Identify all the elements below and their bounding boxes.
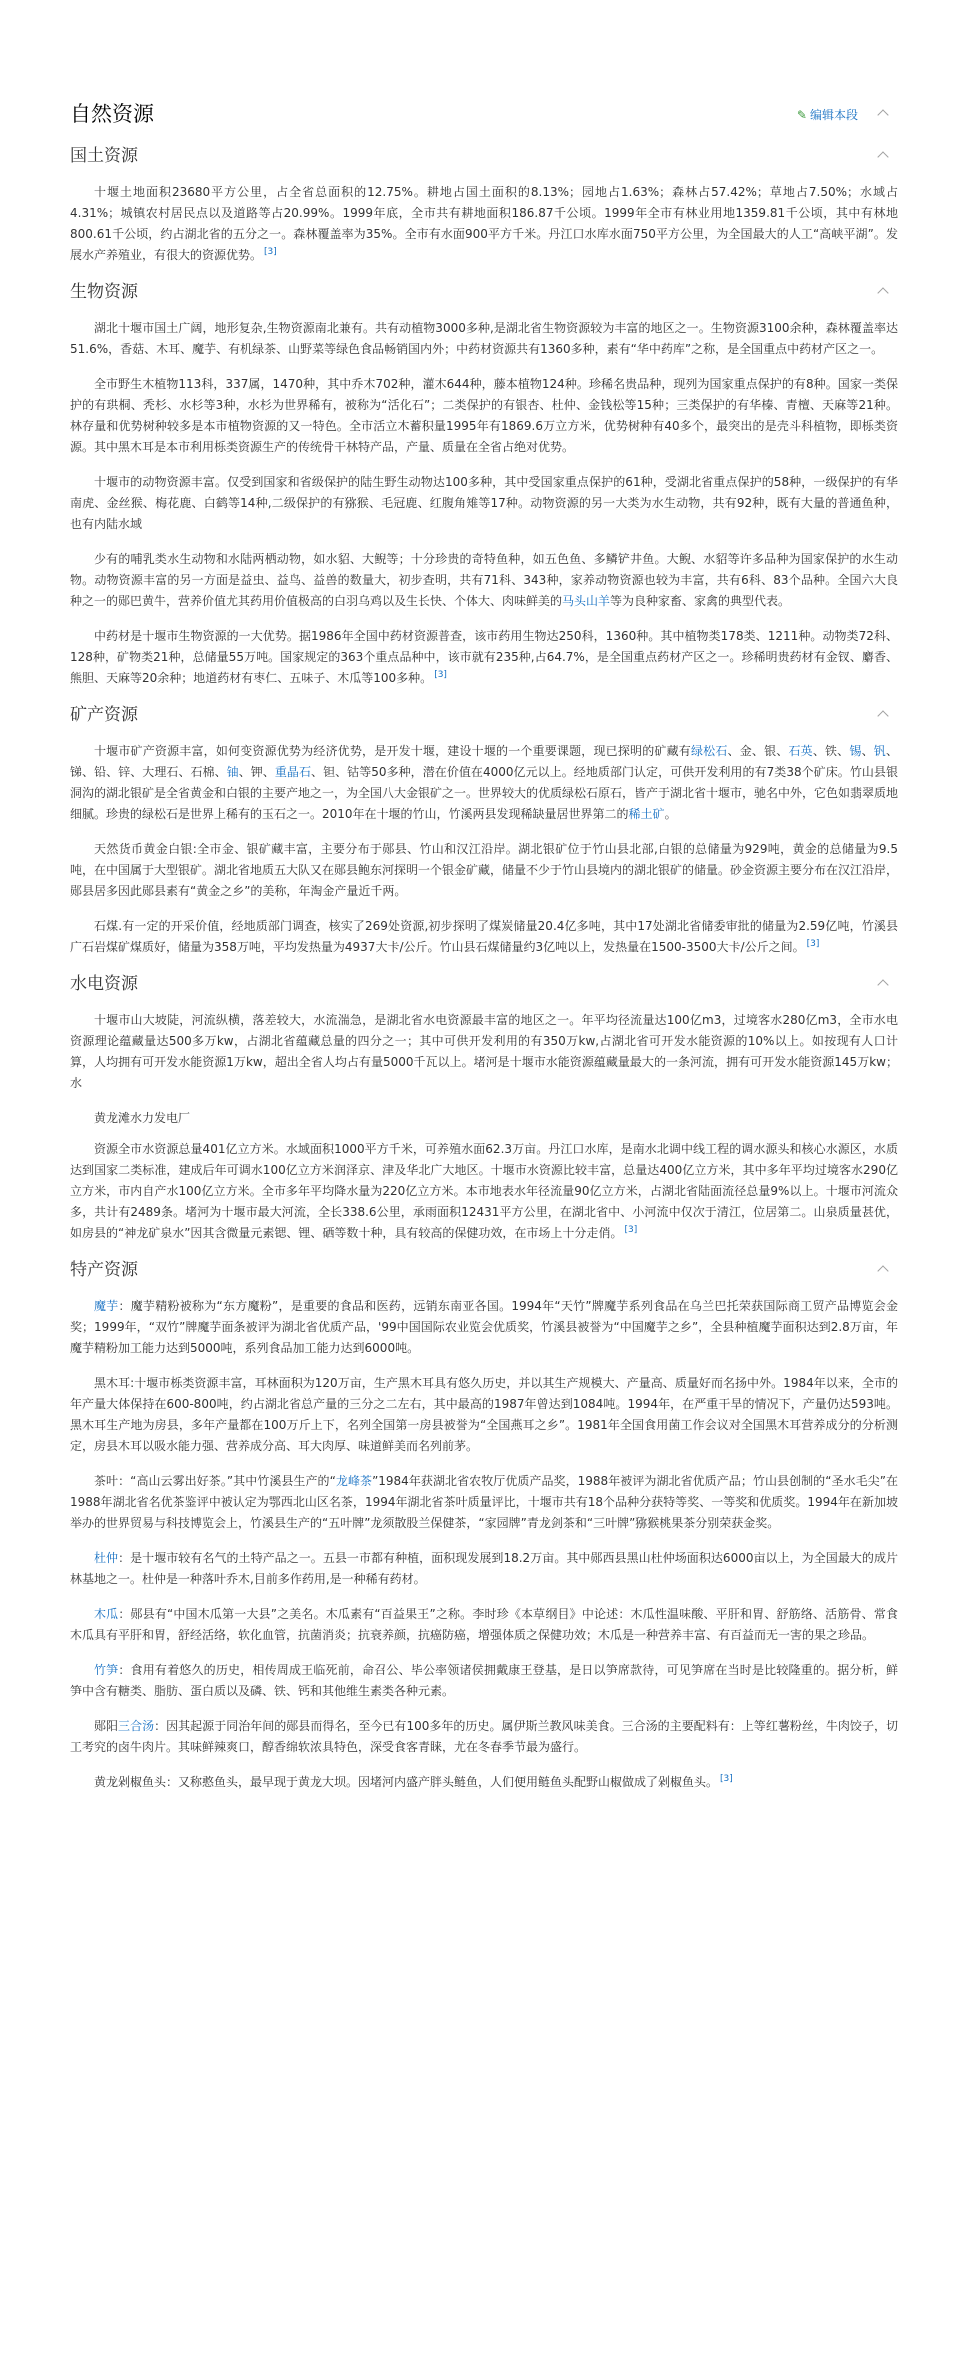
paragraph-text: ：食用有着悠久的历史，相传周成王临死前，命召公、毕公率领诸侯拥戴康王登基，是日以笋席款待，可见笋席在当时是比较隆重的。据分析，鲜笋中含有糖类、脂肪、蛋白质以及磷、铁、钙和其他维生素类各种元素。 (70, 1663, 898, 1698)
paragraph (70, 1139, 898, 1244)
section-specialty (70, 1258, 898, 1793)
paragraph-text: 、钾、 (238, 765, 275, 779)
link-tin[interactable]: 锡 (849, 744, 862, 758)
reference-link[interactable]: [3] (806, 939, 820, 949)
section-header (70, 1258, 898, 1282)
link-sanhe-soup[interactable]: 三合汤 (118, 1719, 155, 1733)
paragraph-text: 、锑、铅、锌、大理石、石棉、 (70, 744, 898, 779)
section-hydro (70, 972, 898, 1244)
section-title-bio: 生物资源 (70, 282, 138, 302)
paragraph-text: 、 (861, 744, 874, 758)
paragraph (70, 1548, 898, 1590)
paragraph (70, 1604, 898, 1646)
chevron-up-icon[interactable] (876, 707, 890, 721)
link-bamboo-shoot[interactable]: 竹笋 (94, 1663, 119, 1677)
paragraph-text: 。 (664, 807, 677, 821)
paragraph-text: 等为良种家畜、家禽的典型代表。 (610, 594, 791, 608)
edit-label: 编辑本段 (809, 108, 858, 122)
paragraph (70, 1660, 898, 1702)
section-title-hydro: 水电资源 (70, 974, 138, 994)
paragraph-text: 石煤.有一定的开采价值，经地质部门调查，核实了269处资源,初步探明了煤炭储量20.4亿多吨，其中17处湖北省储委审批的储量为2.59亿吨，竹溪县广石岩煤矿煤质好，储量为358万吨，平均发热量为4937大卡/公斤。竹山县石煤储量约3亿吨以上，发热量在1500-3500大卡/公斤之间。 (70, 919, 898, 954)
paragraph (70, 741, 898, 825)
paragraph (70, 549, 898, 612)
paragraph-text: 、金、银、 (727, 744, 789, 758)
link-longfeng-tea[interactable]: 龙峰茶 (335, 1474, 373, 1488)
paragraph-text: 茶叶：“高山云雾出好茶。”其中竹溪县生产的“ (94, 1474, 336, 1488)
section-title-land: 国土资源 (70, 146, 138, 166)
section-header (70, 144, 898, 168)
link-rare-earth[interactable]: 稀土矿 (628, 807, 665, 821)
paragraph (70, 182, 898, 266)
paragraph-text: 、钽、钴等50多种，潜在价值在4000亿元以上。经地质部门认定，可供开发利用的有7类38个矿床。竹山县银洞沟的湖北银矿是全省黄金和白银的主要产地之一，为全国八大金银矿之一。世界较大的优质绿松石原石，皆产于湖北省十堰市，驰名中外，它色如翡翠质地细腻。珍贵的绿松石是世界上稀有的玉石之一。2010年在十堰的竹山，竹溪两县发现稀缺量居世界第二的 (70, 765, 899, 821)
paragraph-text: 少有的哺乳类水生动物和水陆两栖动物，如水貂、大鲵等；十分珍贵的奇特鱼种，如五色鱼、多鳞铲井鱼。大鲵、水貂等许多品种为国家保护的水生动物。动物资源丰富的另一方面是益虫、益鸟、益兽的数量大，初步查明，共有71科、343种，家养动物资源也较为丰富，共有6科、83个品种。全国六大良种之一的郧巴黄牛，营养价值尤其药用价值极高的白羽乌鸡以及生长快、个体大、肉味鲜美的 (70, 552, 898, 608)
paragraph: 十堰市的动物资源丰富。仅受到国家和省级保护的陆生野生动物达100多种，其中受国家重点保护的61种，受湖北省重点保护的58种，一级保护的有华南虎、金丝猴、梅花鹿、白鹤等14种,二级保护的有猕猴、毛冠鹿、红腹角雉等17种。动物资源的另一大类为水生动物，共有92种，既有大量的普通鱼种，也有内陆水域 (70, 475, 898, 531)
chevron-up-icon[interactable] (876, 976, 890, 990)
section-mineral (70, 703, 898, 958)
link-turquoise[interactable]: 绿松石 (690, 744, 728, 758)
link-vanadium[interactable]: 钒 (873, 744, 886, 758)
paragraph (70, 626, 898, 689)
paragraph: 湖北十堰市国土广阔，地形复杂,生物资源南北兼有。共有动植物3000多种,是湖北省生物资源较为丰富的地区之一。生物资源3100余种，森林覆盖率达51.6%，香菇、木耳、魔芋、有机绿茶、山野菜等绿色食品畅销国内外；中药材资源共有1360多种，素有“华中药库”之称，是全国重点中药材产区之一。 (70, 321, 898, 356)
paragraph-text: 郧阳 (94, 1719, 119, 1733)
paragraph-text: ：郧县有“中国木瓜第一大县”之美名。木瓜素有“百益果王”之称。李时珍《本草纲目》中论述：木瓜性温味酸、平肝和胃、舒筋络、活筋骨、常食木瓜具有平肝和胃，舒经活络，软化血管，抗菌消炎；抗衰养颜，抗癌防癌，增强体质之保健功效；木瓜是一种营养丰富、有百益而无一害的果之珍品。 (70, 1607, 898, 1642)
reference-link[interactable]: [3] (434, 670, 447, 680)
paragraph: 全市野生木植物113科，337属，1470种，其中乔木702种，灌木644种，藤本植物124种。珍稀名贵品种，现列为国家重点保护的有8种。国家一类保护的有珙桐、秃杉、水杉等3种，水杉为世界稀有，被称为“活化石”；二类保护的有银杏、杜仲、金钱松等15种；三类保护的有华榛、青檀、天麻等21种。林存量和优势树种较多是本市植物资源的又一特色。全市活立木蓄积量1995年有1869.6万立方米，优势树种有40多个，最突出的是壳斗科植物，即栎类资源。其中黑木耳是本市利用栎类资源生产的传统骨干林特产品，产量、质量在全省占绝对优势。 (70, 377, 898, 454)
paragraph: 天然货币黄金白银:全市金、银矿藏丰富，主要分布于郧县、竹山和汉江沿岸。湖北银矿位于竹山县北部,白银的总储量为929吨，黄金的总储量为9.5吨，在中国属于大型银矿。湖北省地质五大队又在郧县鲍东河探明一个银金矿藏，储量不少于竹山县境内的湖北银矿的储量。砂金资源主要分布在汉江沿岸，郧县居多因此郧县素有“黄金之乡”的美称，年淘金产量近千两。 (70, 842, 899, 898)
paragraph-text: ：魔芋精粉被称为“东方魔粉”，是重要的食品和医药，远销东南亚各国。1994年“天竹”牌魔芋系列食品在乌兰巴托荣获国际商工贸产品博览会金奖；1999年，“双竹”牌魔芋面条被评为湖北省优质产品，'99中国国际农业览会优质奖，竹溪县被誉为“中国魔芋之乡”，全县种植魔芋面积达到2.8万亩，年魔芋精粉加工能力达到5000吨，系列食品加工能力达到6000吨。 (70, 1299, 898, 1355)
paragraph: 黑木耳:十堰市栎类资源丰富，耳林面积为120万亩，生产黑木耳具有悠久历史，并以其生产规模大、产量高、质量好而名扬中外。1984年以来，全市的年产量大体保持在600-800吨，约占湖北省总产量的三分之二左右，其中最高的1987年曾达到1084吨。1994年，在严重干旱的情况下，产量仍达593吨。黑木耳生产地为房县，多年产量都在100万斤上下，名列全国第一房县被誉为“全国燕耳之乡”。1981年全国食用菌工作会议对全国黑木耳营养成分的分析测定，房县木耳以吸水能力强、营养成分高、耳大肉厚、味道鲜美而名列前茅。 (70, 1376, 898, 1453)
reference-link[interactable]: [3] (720, 1774, 733, 1784)
paragraph (70, 1716, 898, 1758)
link-matoushan-goat[interactable]: 马头山羊 (562, 594, 611, 608)
paragraph: 十堰市山大坡陡，河流纵横，落差较大，水流湍急，是湖北省水电资源最丰富的地区之一。年平均径流量达100亿m3，过境客水280亿m3，全市水电资源理论蕴藏量达500多万kw，占湖北省蕴藏总量的四分之一；其中可供开发利用的有350万kw,占湖北省可开发水能资源的10%以上。如按现有人口计算，人均拥有可开发水能资源1万kw，超出全省人均占有量5000千瓦以上。堵河是十堰市水能资源蕴藏量最大的一条河流，拥有可开发水能资源145万kw；水 (70, 1013, 898, 1090)
link-eucommia[interactable]: 杜仲 (94, 1551, 119, 1565)
paragraph-text: 黄龙剁椒鱼头：又称憨鱼头，最早现于黄龙大坝。因堵河内盛产胖头鲢鱼，人们便用鲢鱼头配野山椒做成了剁椒鱼头。 (94, 1775, 719, 1789)
section-bio (70, 280, 898, 689)
paragraph-text: ：是十堰市较有名气的土特产品之一。五县一市都有种植，面积现发展到18.2万亩。其中郧西县黑山杜仲场面积达6000亩以上，为全国最大的成片林基地之一。杜仲是一种落叶乔木,目前多作药用,是一种稀有药材。 (70, 1551, 898, 1586)
paragraph (70, 1471, 898, 1534)
link-quartz[interactable]: 石英 (788, 744, 813, 758)
link-uranium[interactable]: 铀 (226, 765, 239, 779)
paragraph-text: ：因其起源于同治年间的郧县而得名，至今已有100多年的历史。属伊斯兰教风味美食。三合汤的主要配料有：上等红薯粉丝，牛肉饺子，切工考究的卤牛肉片。其味鲜辣爽口，醇香绵软浓具特色，深受食客青睐，尤在冬春季节最为盛行。 (70, 1719, 898, 1754)
paragraph-text: 十堰市矿产资源丰富，如何变资源优势为经济优势，是开发十堰，建设十堰的一个重要课题，现已探明的矿藏有 (94, 744, 691, 758)
paragraph-text: 、铁、 (812, 744, 850, 758)
page-title: 自然资源 (70, 102, 154, 126)
paragraph-text: 资源全市水资源总量401亿立方米。水域面积1000平方千米，可养殖水面62.3万亩。丹江口水库，是南水北调中线工程的调水源头和核心水源区，水质达到国家二类标准，建成后年可调水100亿立方米润泽京、津及华北广大地区。十堰市水资源比较丰富，总量达400亿立方米，其中多年平均过境客水290亿立方米，市内自产水100亿立方米。全市多年平均降水量为220亿立方米。本市地表水年径流量90亿立方米，占湖北省陆面流径总量9%以上。十堰市河流众多，共计有2489条。堵河为十堰市最大河流，全长338.6公里，承雨面积12431平方公里，在湖北省中、小河流中仅次于清江，位居第二。山泉质量甚优，如房县的“神龙矿泉水”因其含微量元素锶、锂、硒等数十种，具有较高的保健功效，在市场上十分走俏。 (70, 1142, 898, 1240)
chevron-up-icon[interactable] (876, 284, 890, 298)
main-header (70, 100, 898, 128)
paragraph-text: 中药材是十堰市生物资源的一大优势。据1986年全国中药材资源普查，该市药用生物达250科，1360种。其中植物类178类、1211种。动物类72科、128种，矿物类21种，总储量55万吨。国家规定的363个重点品种中，该市就有235种,占64.7%，是全国重点药材产区之一。珍稀明贵药材有金钗、麝香、熊胆、天麻等20余种；地道药材有枣仁、五味子、木瓜等100多种。 (70, 629, 898, 685)
section-header (70, 280, 898, 304)
chevron-up-icon[interactable] (876, 1262, 890, 1276)
section-header (70, 703, 898, 727)
link-papaya[interactable]: 木瓜 (94, 1607, 119, 1621)
chevron-up-icon[interactable] (876, 148, 890, 162)
paragraph (70, 1296, 898, 1359)
reference-link[interactable]: [3] (264, 247, 277, 257)
reference-link[interactable]: [3] (624, 1225, 638, 1235)
paragraph-text: ”1984年获湖北省农牧厅优质产品奖，1988年被评为湖北省优质产品；竹山县创制的“圣水毛尖”在1988年湖北省名优茶鉴评中被认定为鄂西北山区名茶，1994年湖北省茶叶质量评比，十堰市共有18个品种分获特等奖、一等奖和优质奖。1994年在新加坡举办的世界贸易与科技博览会上，竹溪县生产的“五叶牌”龙须散股兰保健茶，“家园牌”青龙剑茶和“三叶牌”猕猴桃果茶分别荣获金奖。 (70, 1474, 899, 1530)
link-konjac[interactable]: 魔芋 (94, 1299, 119, 1313)
section-land (70, 144, 898, 266)
image-caption: 黄龙滩水力发电厂 (94, 1111, 191, 1125)
chevron-up-icon[interactable] (876, 106, 890, 120)
paragraph-text: 十堰土地面积23680平方公里，占全省总面积的12.75%。耕地占国土面积的8.13%；园地占1.63%；森林占57.42%；草地占7.50%；水域占4.31%；城镇农村居民点以及道路等占20.99%。1999年底，全市共有耕地面积186.87千公顷。1999年全市有林业用地1359.81千公顷，其中有林地800.61千公顷，约占湖北省的五分之一。森林覆盖率为35%。全市有水面900平方千米。丹江口水库水面750平方公里，为全国最大的人工“高峡平湖”。发展水产养殖业，有很大的资源优势。 (70, 185, 898, 262)
pencil-icon: ✎ (796, 107, 807, 122)
link-barite[interactable]: 重晶石 (274, 765, 312, 779)
edit-section-button[interactable] (797, 106, 858, 123)
paragraph (70, 1772, 898, 1793)
section-title-specialty: 特产资源 (70, 1260, 138, 1280)
section-header (70, 972, 898, 996)
paragraph (70, 916, 898, 958)
section-title-mineral: 矿产资源 (70, 705, 138, 725)
